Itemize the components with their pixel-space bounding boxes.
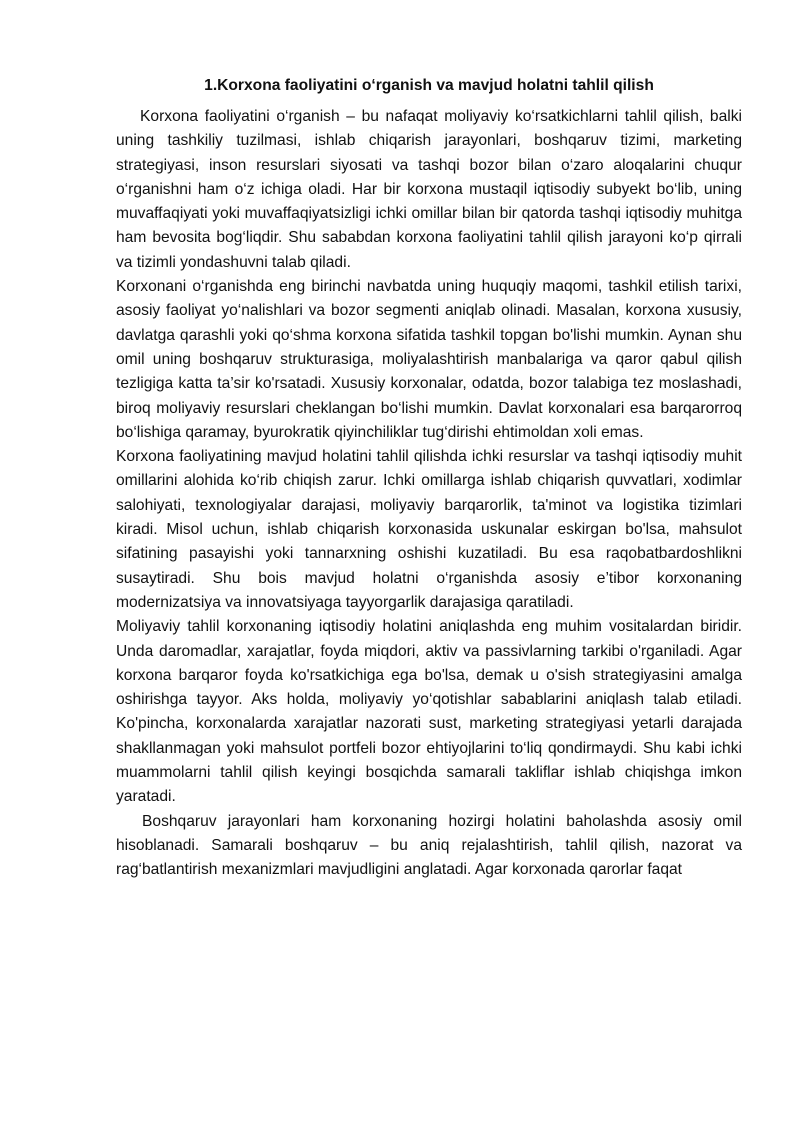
paragraph-1: Korxona faoliyatini o‘rganish – bu nafaqat moliyaviy ko‘rsatkichlarni tahlil qilish, balki uning tashkiliy tuzilmasi, ishlab chiqarish jarayonlari, boshqaruv tizimi, marketing strategiyasi, inson resurslari siyosati va tashqi bozor bilan o‘zaro aloqalarini chuqur o‘rganishni ham o‘z ichiga oladi. Har bir korxona mustaqil iqtisodiy subyekt bo‘lib, uning muvaffaqiyati yoki muvaffaqiyatsizligi ichki omillar bilan bir qatorda tashqi iqtisodiy muhitga ham bevosita bog‘liqdir. Shu sababdan korxona faoliyatini tahlil qilish jarayoni ko‘p qirrali va tizimli yondashuvni talab qiladi. [116,108,742,271]
section-title: 1.Korxona faoliyatini o‘rganish va mavjud holatni tahlil qilish [204,77,654,94]
paragraph-2: Korxonani o‘rganishda eng birinchi navbatda uning huquqiy maqomi, tashkil etilish tarixi, asosiy faoliyat yo‘nalishlari va bozor segmenti aniqlab olinadi. Masalan, korxona xususiy, davlatga qarashli yoki qo‘shma korxona sifatida tashkil topgan bo'lishi mumkin. Aynan shu omil uning boshqaruv strukturasiga, moliyalashtirish manbalariga va qaror qabul qilish tezligiga katta ta’sir ko'rsatadi. Xususiy korxonalar, odatda, bozor talabiga tez moslashadi, biroq moliyaviy resurslari cheklangan bo‘lishi mumkin. Davlat korxonalari esa barqarorroq bo‘lishiga qaramay, byurokratik qiyinchiliklar tug‘dirishi ehtimoldan xoli emas. [116,278,742,441]
document-page [116,74,742,883]
paragraph-4: Moliyaviy tahlil korxonaning iqtisodiy holatini aniqlashda eng muhim vositalardan biridir. Unda daromadlar, xarajatlar, foyda miqdori, aktiv va passivlarning tarkibi o'rganiladi. Agar korxona barqaror foyda ko'rsatkichiga ega bo'lsa, demak u o'sish strategiyasini amalga oshirishga tayyor. Aks holda, moliyaviy yo‘qotishlar sabablarini aniqlash talab etiladi. Ko'pincha, korxonalarda xarajatlar nazorati sust, marketing strategiyasi yetarli darajada shakllanmagan yoki mahsulot portfeli bozor ehtiyojlarini to‘liq qondirmaydi. Shu kabi ichki muammolarni tahlil qilish keyingi bosqichda samarali takliflar ishlab chiqishga imkon yaratadi. [116,618,742,806]
paragraph-3: Korxona faoliyatining mavjud holatini tahlil qilishda ichki resurslar va tashqi iqtisodiy muhit omillarini alohida ko‘rib chiqish zarur. Ichki omillarga ishlab chiqarish quvvatlari, xodimlar salohiyati, texnologiyalar darajasi, moliyaviy barqarorlik, ta'minot va logistika tizimlari kiradi. Misol uchun, ishlab chiqarish korxonasida uskunalar eskirgan bo'lsa, mahsulot sifatining pasayishi yoki tannarxning oshishi kuzatiladi. Bu esa raqobatbardoshlikni susaytiradi. Shu bois mavjud holatni o‘rganishda asosiy e’tibor korxonaning modernizatsiya va innovatsiyaga tayyorgarlik darajasiga qaratiladi. [116,448,742,611]
paragraph-5: Boshqaruv jarayonlari ham korxonaning hozirgi holatini baholashda asosiy omil hisoblanadi. Samarali boshqaruv – bu aniq rejalashtirish, tahlil qilish, nazorat va rag‘batlantirish mexanizmlari mavjudligini anglatadi. Agar korxonada qarorlar faqat [116,812,742,879]
